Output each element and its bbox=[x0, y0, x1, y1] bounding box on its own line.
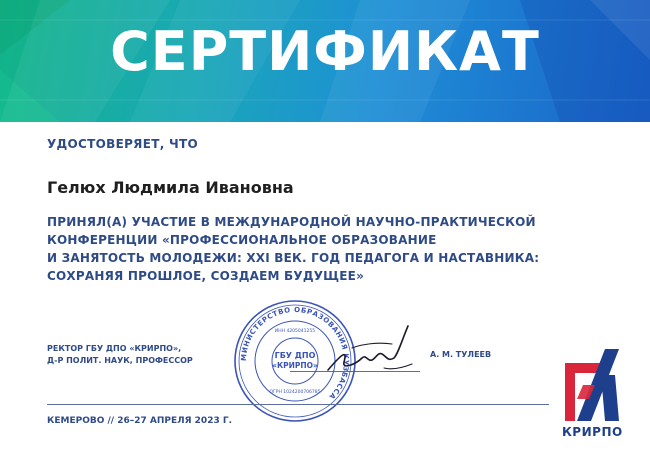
certifies-label: УДОСТОВЕРЯЕТ, ЧТО bbox=[47, 137, 199, 151]
signatory-title-line: Д-Р ПОЛИТ. НАУК, ПРОФЕССОР bbox=[47, 356, 193, 365]
svg-text:МИНИСТЕРСТВО ОБРАЗОВАНИЯ КУЗБА: МИНИСТЕРСТВО ОБРАЗОВАНИЯ КУЗБАССА bbox=[239, 305, 351, 401]
svg-text:ГБУ ДПО: ГБУ ДПО bbox=[274, 351, 316, 360]
signatory-title bbox=[47, 343, 193, 367]
participation-line: СОХРАНЯЯ ПРОШЛОЕ, СОЗДАЕМ БУДУЩЕЕ» bbox=[47, 269, 365, 283]
participation-line: КОНФЕРЕНЦИИ «ПРОФЕССИОНАЛЬНОЕ ОБРАЗОВАНИЕ bbox=[47, 233, 437, 247]
certificate-title: СЕРТИФИКАТ bbox=[110, 20, 540, 83]
svg-text:ИНН 4205041255: ИНН 4205041255 bbox=[274, 329, 316, 334]
svg-text:ОГРН 1024200706785: ОГРН 1024200706785 bbox=[269, 390, 321, 395]
svg-text:«КРИРПО»: «КРИРПО» bbox=[272, 361, 318, 370]
handwritten-signature bbox=[322, 318, 422, 380]
krirpo-logo-icon bbox=[561, 345, 621, 421]
participation-line: ПРИНЯЛ(А) УЧАСТИЕ В МЕЖДУНАРОДНОЙ НАУЧНО-ПРАКТИЧЕСКОЙ bbox=[47, 215, 536, 229]
logo-text: КРИРПО bbox=[562, 425, 623, 439]
title-banner bbox=[0, 0, 650, 122]
participation-line: И ЗАНЯТОСТЬ МОЛОДЕЖИ: XXI ВЕК. ГОД ПЕДАГОГА И НАСТАВНИКА: bbox=[47, 251, 540, 265]
event-place-date: КЕМЕРОВО // 26–27 АПРЕЛЯ 2023 Г. bbox=[47, 416, 233, 426]
signatory-name: А. М. ТУЛЕЕВ bbox=[430, 350, 492, 359]
recipient-name: Гелюх Людмила Ивановна bbox=[47, 178, 294, 197]
participation-statement bbox=[47, 213, 607, 285]
signatory-title-line: РЕКТОР ГБУ ДПО «КРИРПО», bbox=[47, 344, 182, 353]
footer-divider bbox=[47, 404, 549, 405]
